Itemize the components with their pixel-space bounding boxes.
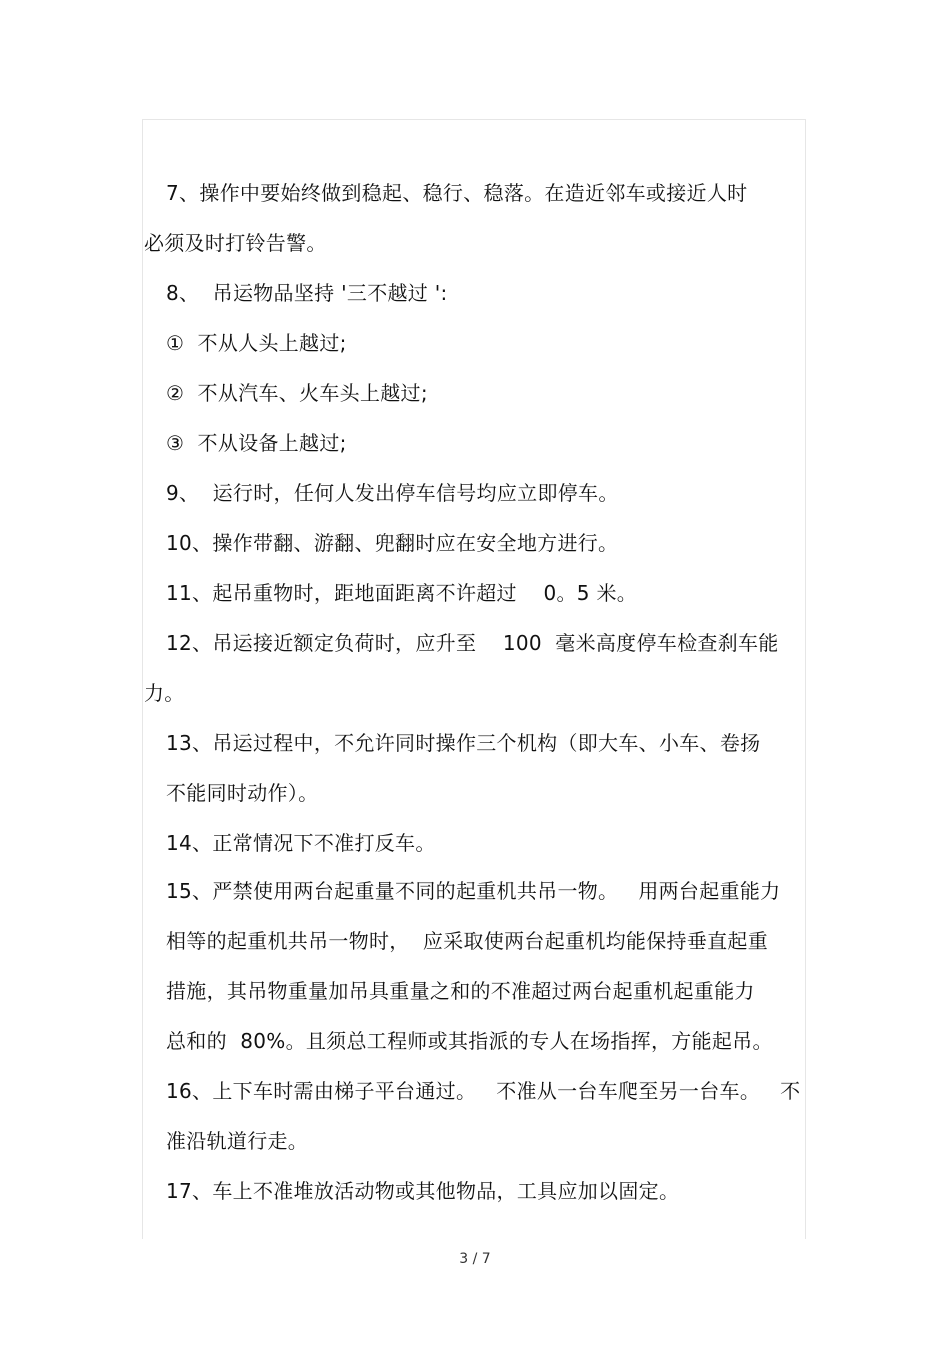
text-line: 15、严禁使用两台起重量不同的起重机共吊一物。 用两台起重能力 — [166, 879, 781, 903]
text-line: ② 不从汽车、火车头上越过; — [166, 381, 428, 405]
text-line: 11、起吊重物时，距地面距离不许超过 0。5 米。 — [166, 581, 638, 605]
text-line: 10、操作带翻、游翻、兜翻时应在安全地方进行。 — [166, 531, 619, 555]
text-line: 12、吊运接近额定负荷时，应升至 100 毫米高度停车检查刹车能 — [166, 631, 779, 655]
text-line: 17、车上不准堆放活动物或其他物品，工具应加以固定。 — [166, 1179, 680, 1203]
text-line: 7、操作中要始终做到稳起、稳行、稳落。在造近邻车或接近人时 — [166, 181, 748, 205]
text-line: 相等的起重机共吊一物时， 应采取使两台起重机均能保持垂直起重 — [166, 929, 769, 953]
text-line: 16、上下车时需由梯子平台通过。 不准从一台车爬至另一台车。 不 — [166, 1079, 801, 1103]
text-line: 13、吊运过程中，不允许同时操作三个机构（即大车、小车、卷扬 — [166, 731, 761, 755]
text-line: 9、 运行时，任何人发出停车信号均应立即停车。 — [166, 481, 619, 505]
text-line: ③ 不从设备上越过; — [166, 431, 347, 455]
text-line: 总和的 80%。且须总工程师或其指派的专人在场指挥，方能起吊。 — [166, 1029, 773, 1053]
text-line: 措施，其吊物重量加吊具重量之和的不准超过两台起重机起重能力 — [166, 979, 755, 1003]
text-line: 必须及时打铃告警。 — [144, 231, 327, 255]
text-line: ① 不从人头上越过; — [166, 331, 347, 355]
page-indicator: 3 / 7 — [459, 1251, 491, 1267]
text-line: 14、正常情况下不准打反车。 — [166, 831, 436, 855]
text-line: 力。 — [144, 681, 185, 705]
text-line: 不能同时动作）。 — [166, 781, 319, 805]
text-line: 8、 吊运物品坚持 '三不越过 ': — [166, 281, 448, 305]
text-line: 准沿轨道行走。 — [166, 1129, 309, 1153]
